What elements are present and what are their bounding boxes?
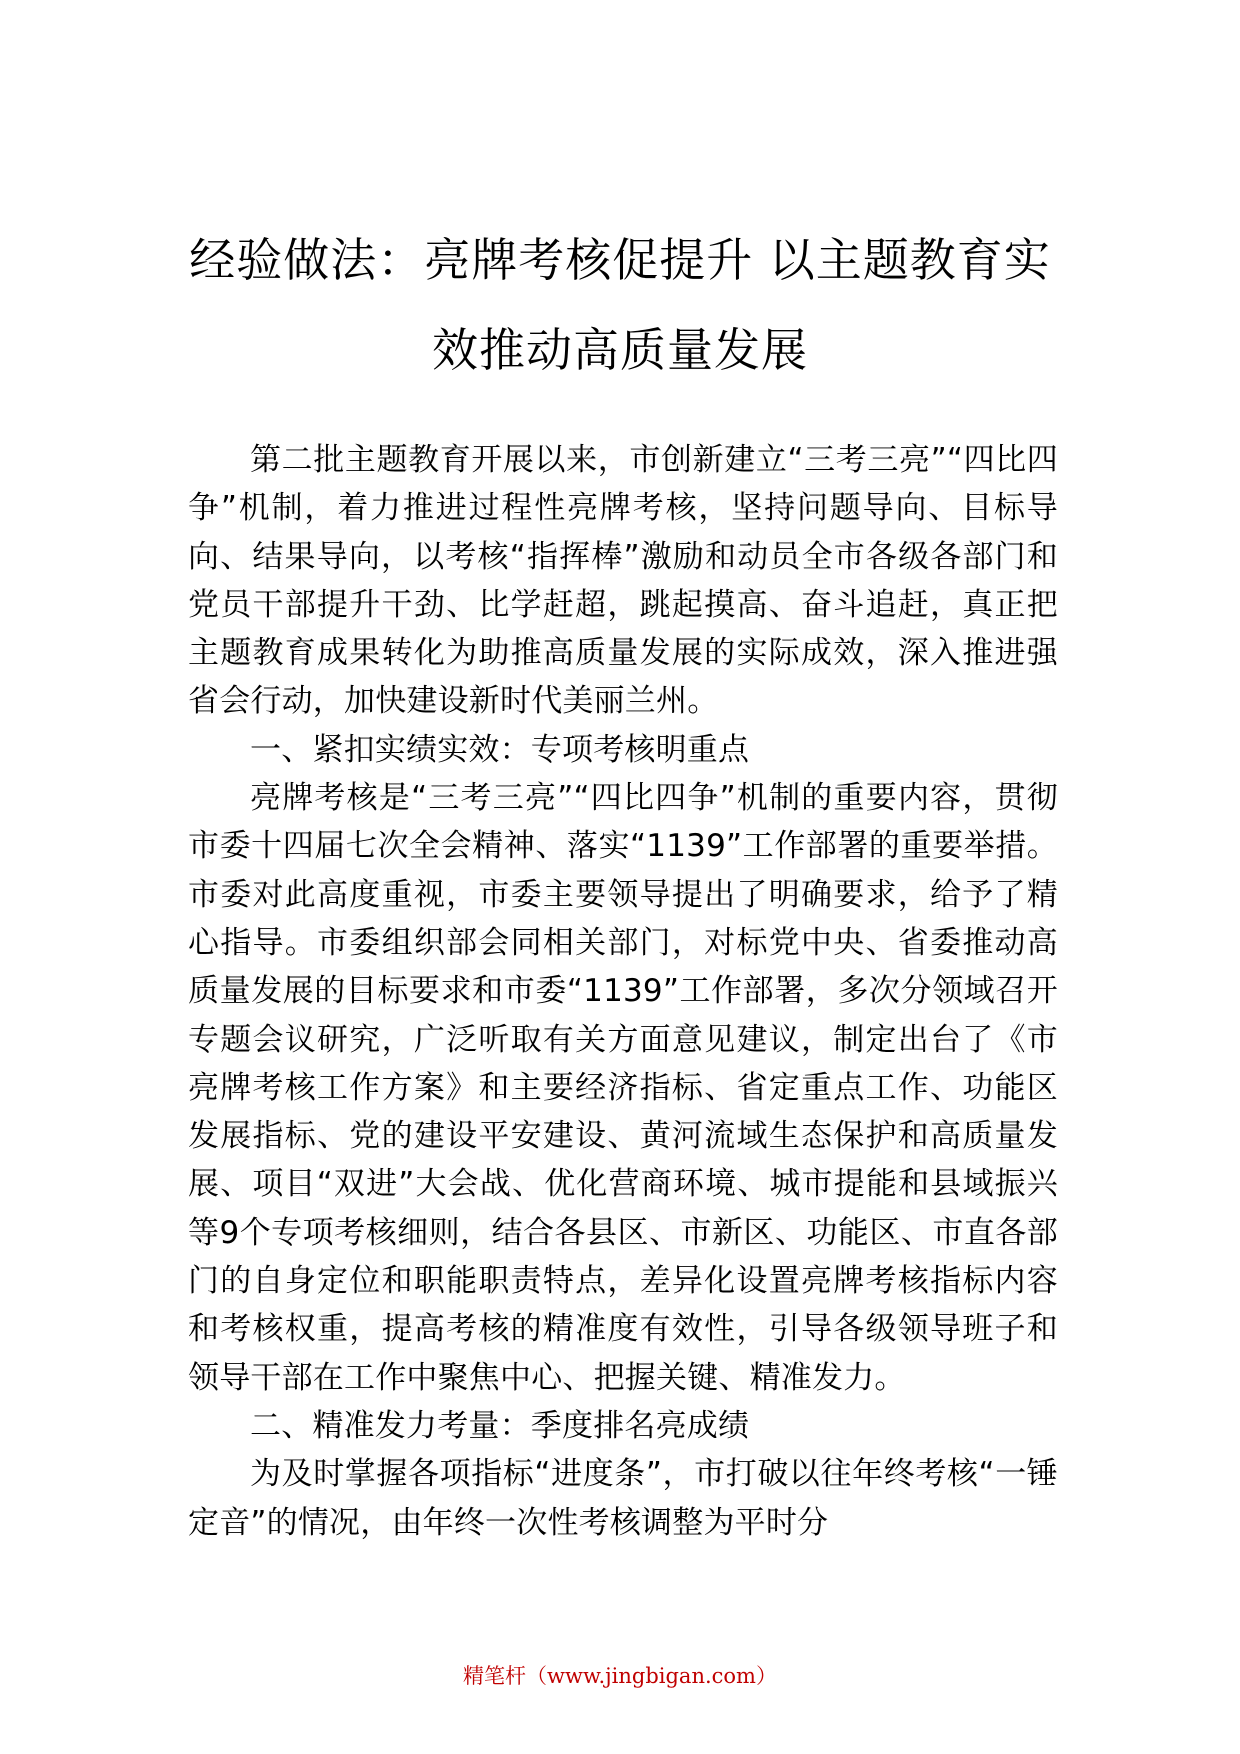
document-title-line-2: 效推动高质量发展 [432, 323, 808, 377]
section-heading: 一、紧扣实绩实效：专项考核明重点 [250, 731, 750, 768]
paragraph: 亮牌考核是“三考三亮”“四比四争”机制的重要内容，贯彻市委十四届七次全会精神、落实“1139”工作部署的重要举措。市委对此高度重视，市委主要领导提出了明确要求，给予了精心指导。市委组织部会同相关部门，对标党中央、省委推动高质量发展的目标要求和市委“1139”工作部署，多次分领域召开专题会议研究，广泛听取有关方面意见建议，制定出台了《市亮牌考核工作方案》和主要经济指标、省定重点工作、功能区发展指标、党的建设平安建设、黄河流域生态保护和高质量发展、项目“双进”大会战、优化营商环境、城市提能和县域振兴等9个专项考核细则，结合各县区、市新区、功能区、市直各部门的自身定位和职能职责特点，差异化设置亮牌考核指标内容和考核权重，提高考核的精准度有效性，引导各级领导班子和领导干部在工作中聚焦中心、把握关键、精准发力。 [188, 780, 1058, 1396]
section-heading: 二、精准发力考量：季度排名亮成绩 [250, 1407, 750, 1444]
footer-watermark-link[interactable]: 精笔杆（www.jingbigan.com） [463, 1664, 777, 1688]
document-body [188, 436, 1058, 1547]
document-title-line-1: 经验做法：亮牌考核促提升 以主题教育实 [189, 233, 1051, 287]
paragraph: 为及时掌握各项指标“进度条”，市打破以往年终考核“一锤定音”的情况，由年终一次性考核调整为平时分 [188, 1456, 1058, 1541]
paragraph: 第二批主题教育开展以来，市创新建立“三考三亮”“四比四争”机制，着力推进过程性亮牌考核，坚持问题导向、目标导向、结果导向，以考核“指挥棒”激励和动员全市各级各部门和党员干部提升干劲、比学赶超，跳起摸高、奋斗追赶，真正把主题教育成果转化为助推高质量发展的实际成效，深入推进强省会行动，加快建设新时代美丽兰州。 [188, 442, 1058, 720]
